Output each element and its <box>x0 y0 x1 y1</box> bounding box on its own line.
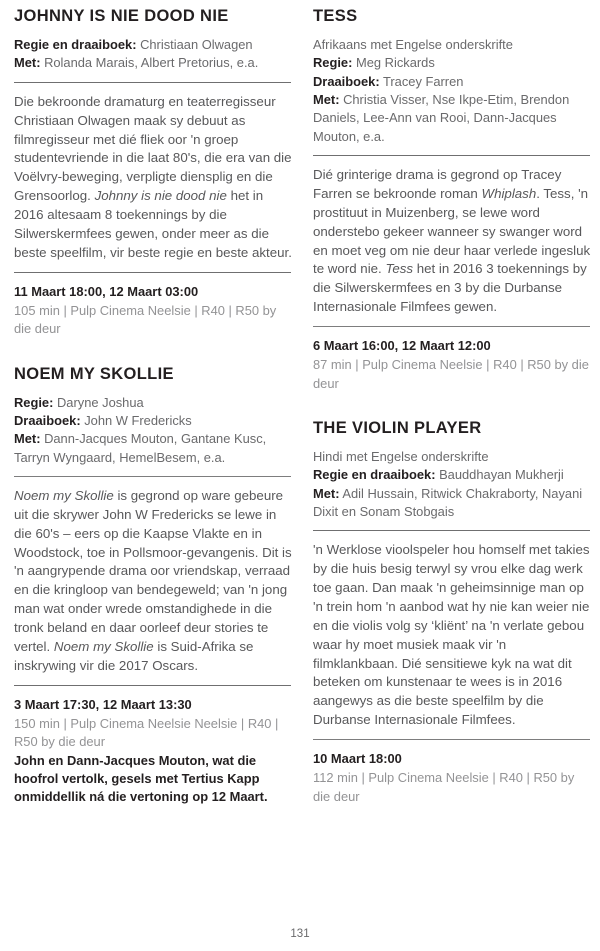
credit-row <box>313 91 591 146</box>
section-divider <box>313 326 590 327</box>
credit-label: Draaiboek: <box>14 413 81 429</box>
film-synopsis: Dié grinterige drama is gegrond op Tracey Farren se bekroonde roman Whiplash. Tess, 'n prostituut in Muizenberg, se lewe word onderstebo gekeer wanneer sy swanger word en moet veg om nie deur haar verlede ingesluk te word nie. Tess het in 2016 3 toekennings by die Silwerskermfees en 3 by die Durbanse Internasionale Filmfees gewen. <box>313 167 591 315</box>
credit-label: Regie en draaiboek: <box>14 37 137 53</box>
film-entry-johnny-is-nie-dood-nie <box>14 7 292 339</box>
credit-value: Christia Visser, Nse Ikpe-Etim, Brendon Daniels, Lee-Ann van Rooi, Dann-Jacques Mouton, e.a. <box>313 92 570 144</box>
screening-times: 10 Maart 18:00 <box>313 751 402 767</box>
film-synopsis: Noem my Skollie is gegrond op ware gebeure uit die skrywer John W Fredericks se lewe in die 60's – eers op die Kaapse Vlakte en in Woodstock, toe in Pollsmoor-gevangenis. Dit is 'n aangrypende drama oor vriendskap, verraad en die kringloop van bendegeweld; van 'n jong man wat onder wrede omstandighede in die tronk beland en daar oorleef deur stories te vertel. Noem my Skollie is Suid-Afrika se inskrywing vir die 2017 Oscars. <box>14 487 292 673</box>
screening-meta: 87 min | Pulp Cinema Neelsie | R40 | R50 by die deur <box>313 357 589 391</box>
film-synopsis: 'n Werklose vioolspeler hou homself met takies by die huis besig terwyl sy vrou elke dag werk toe gaan. Dan maak 'n geheimsinnige man op 'n trein hom 'n aanbod wat hy nie kan weier nie en die violis volg sy ‘kliënt’ na 'n verlate gebou waar hy moet musiek maak vir 'n filmklankbaan. Dié sensitiewe kyk na wat dit beteken om kunstenaar te wees is in 2016 aangewys as die beste speelfilm by die Durbanse Internasionale Filmfees. <box>313 542 590 728</box>
film-synopsis: Die bekroonde dramaturg en teaterregisseur Christiaan Olwagen maak sy debuut as filmregisseur met dié fliek oor 'n groep studentevriende in die laat 80's, die era van die Voëlvry-beweging, verpligte diensplig en die Grensoorlog. Johnny is nie dood nie het in 2016 altesaam 8 toekennings by die Silwerskermfees gewen, onder meer as die beste speelfilm, vir beste regie en beste akteur. <box>14 93 292 260</box>
section-divider <box>313 530 590 531</box>
film-language: Hindi met Engelse onderskrifte <box>313 449 489 465</box>
credit-label: Draaiboek: <box>313 73 380 89</box>
film-title: THE VIOLIN PLAYER <box>313 418 482 437</box>
credit-row <box>14 394 292 412</box>
film-credits <box>14 394 292 467</box>
screening-meta: 150 min | Pulp Cinema Neelsie Neelsie | R40 | R50 by die deur <box>14 716 279 750</box>
film-credits <box>313 36 591 146</box>
credit-value: John W Fredericks <box>80 413 192 429</box>
left-column <box>14 0 292 833</box>
screening-times: 11 Maart 18:00, 12 Maart 03:00 <box>14 283 199 299</box>
section-divider <box>14 476 291 477</box>
credit-label: Regie: <box>14 394 54 410</box>
screening-info <box>14 696 292 807</box>
page-number: 131 <box>290 928 310 940</box>
credit-value: Bauddhayan Mukherji <box>435 467 564 483</box>
credit-row <box>14 430 292 467</box>
credit-label: Met: <box>14 431 41 447</box>
section-divider <box>14 685 291 686</box>
credit-label: Regie en draaiboek: <box>313 467 436 483</box>
screening-times: 6 Maart 16:00, 12 Maart 12:00 <box>313 338 491 354</box>
credit-label: Met: <box>313 485 340 501</box>
right-column <box>313 0 591 832</box>
credit-label: Regie: <box>313 55 353 71</box>
credit-value: Dann-Jacques Mouton, Gantane Kusc, Tarryn Wyngaard, HemelBesem, e.a. <box>14 431 267 465</box>
film-title: JOHNNY IS NIE DOOD NIE <box>14 7 229 25</box>
credit-value: Rolanda Marais, Albert Pretorius, e.a. <box>40 55 259 71</box>
screening-info <box>313 337 591 393</box>
screening-info <box>14 283 292 339</box>
credit-value: Daryne Joshua <box>53 394 144 410</box>
film-entry-the-violin-player <box>313 419 591 806</box>
film-title: TESS <box>313 7 358 25</box>
section-divider <box>313 739 590 740</box>
screening-meta: 105 min | Pulp Cinema Neelsie | R40 | R50 by die deur <box>14 302 277 337</box>
credit-row <box>313 485 591 522</box>
screening-note: John en Dann-Jacques Mouton, wat die hoofrol vertolk, gesels met Tertius Kapp onmiddellik ná die vertoning op 12 Maart. <box>14 752 268 805</box>
credit-row <box>14 54 292 72</box>
screening-meta: 112 min | Pulp Cinema Neelsie | R40 | R50 by die deur <box>313 770 575 804</box>
credit-row <box>14 412 292 430</box>
film-language: Afrikaans met Engelse onderskrifte <box>313 37 513 53</box>
credit-row <box>313 466 591 484</box>
section-divider <box>14 272 291 273</box>
credit-value: Meg Rickards <box>352 55 435 71</box>
credit-label: Met: <box>14 55 41 71</box>
credit-value: Adil Hussain, Ritwick Chakraborty, Nayani Dixit en Sonam Stobgais <box>313 485 583 520</box>
film-credits <box>313 448 591 521</box>
credit-label: Met: <box>313 92 340 108</box>
section-divider <box>313 155 590 156</box>
screening-info <box>313 750 591 806</box>
film-entry-noem-my-skollie <box>14 365 292 807</box>
credit-row <box>14 36 292 54</box>
film-credits <box>14 36 292 73</box>
film-entry-tess <box>313 7 591 393</box>
credit-value: Christiaan Olwagen <box>136 37 253 53</box>
section-divider <box>14 82 291 83</box>
credit-value: Tracey Farren <box>379 73 464 89</box>
film-title: NOEM MY SKOLLIE <box>14 364 174 383</box>
credit-row <box>313 54 591 72</box>
screening-times: 3 Maart 17:30, 12 Maart 13:30 <box>14 696 192 712</box>
credit-row <box>313 73 591 91</box>
